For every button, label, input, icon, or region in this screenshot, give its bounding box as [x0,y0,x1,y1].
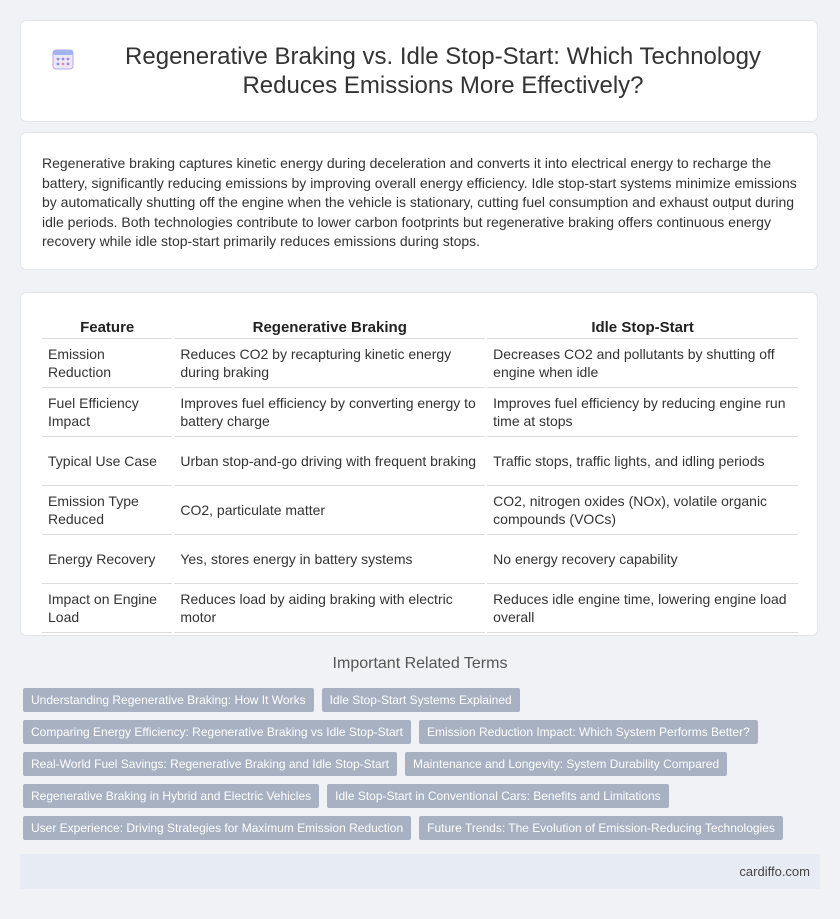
footer-site-link[interactable]: cardiffo.com [739,864,810,879]
related-terms-list [23,688,813,840]
related-terms-title: Important Related Terms [332,655,508,672]
header-regenerative-braking: Regenerative Braking [173,313,486,339]
regenerative-cell: Reduces load by aiding braking with electric motor [173,584,486,633]
idle-stop-start-cell: No energy recovery capability [486,535,798,584]
related-term-link[interactable]: Real-World Fuel Savings: Regenerative Braking and Idle Stop-Start [23,752,397,776]
related-term-link[interactable]: Future Trends: The Evolution of Emission-Reducing Technologies [419,816,783,840]
idle-stop-start-cell: Reduces idle engine time, lowering engine load overall [486,584,798,633]
related-term-link[interactable]: User Experience: Driving Strategies for Maximum Emission Reduction [23,816,411,840]
regenerative-cell: CO2, particulate matter [173,486,486,535]
comparison-table [42,313,798,633]
feature-cell: Emission Reduction [42,339,173,388]
feature-cell: Energy Recovery [42,535,173,584]
regenerative-cell: Urban stop-and-go driving with frequent braking [173,437,486,486]
comparison-card [20,292,818,636]
related-term-link[interactable]: Understanding Regenerative Braking: How It Works [23,688,314,712]
regenerative-cell: Improves fuel efficiency by converting energy to battery charge [173,388,486,437]
related-term-link[interactable]: Maintenance and Longevity: System Durability Compared [405,752,727,776]
regenerative-cell: Reduces CO2 by recapturing kinetic energy during braking [173,339,486,388]
table-header-row [42,313,798,339]
intro-card [20,132,818,270]
table-row [42,584,798,633]
header-feature: Feature [42,313,173,339]
related-term-link[interactable]: Comparing Energy Efficiency: Regenerative Braking vs Idle Stop-Start [23,720,411,744]
table-row [42,388,798,437]
calendar-icon [51,47,75,71]
regenerative-cell: Yes, stores energy in battery systems [173,535,486,584]
feature-cell: Emission Type Reduced [42,486,173,535]
idle-stop-start-cell: Decreases CO2 and pollutants by shutting off engine when idle [486,339,798,388]
header-idle-stop-start: Idle Stop-Start [486,313,798,339]
related-term-link[interactable]: Regenerative Braking in Hybrid and Electric Vehicles [23,784,319,808]
feature-cell: Typical Use Case [42,437,173,486]
feature-cell: Impact on Engine Load [42,584,173,633]
footer [20,854,820,889]
intro-paragraph: Regenerative braking captures kinetic energy during deceleration and converts it into electrical energy to recharge the battery, significantly reducing emissions by improving overall energy efficiency. Idle stop-start systems minimize emissions by automatically shutting off the engine when the vehicle is stationary, cutting fuel consumption and exhaust output during idle periods. Both technologies contribute to lower carbon footprints but regenerative braking offers continuous energy recovery while idle stop-start primarily reduces emissions during stops. [42,155,797,249]
table-row [42,486,798,535]
related-term-link[interactable]: Idle Stop-Start Systems Explained [322,688,520,712]
page-title: Regenerative Braking vs. Idle Stop-Start: Which Technology Reduces Emissions More Effectively? [125,43,761,99]
feature-cell: Fuel Efficiency Impact [42,388,173,437]
idle-stop-start-cell: Traffic stops, traffic lights, and idling periods [486,437,798,486]
related-term-link[interactable]: Emission Reduction Impact: Which System Performs Better? [419,720,758,744]
related-term-link[interactable]: Idle Stop-Start in Conventional Cars: Benefits and Limitations [327,784,669,808]
header-card [20,20,818,122]
table-row [42,535,798,584]
idle-stop-start-cell: CO2, nitrogen oxides (NOx), volatile organic compounds (VOCs) [486,486,798,535]
table-row [42,339,798,388]
idle-stop-start-cell: Improves fuel efficiency by reducing engine run time at stops [486,388,798,437]
table-row [42,437,798,486]
